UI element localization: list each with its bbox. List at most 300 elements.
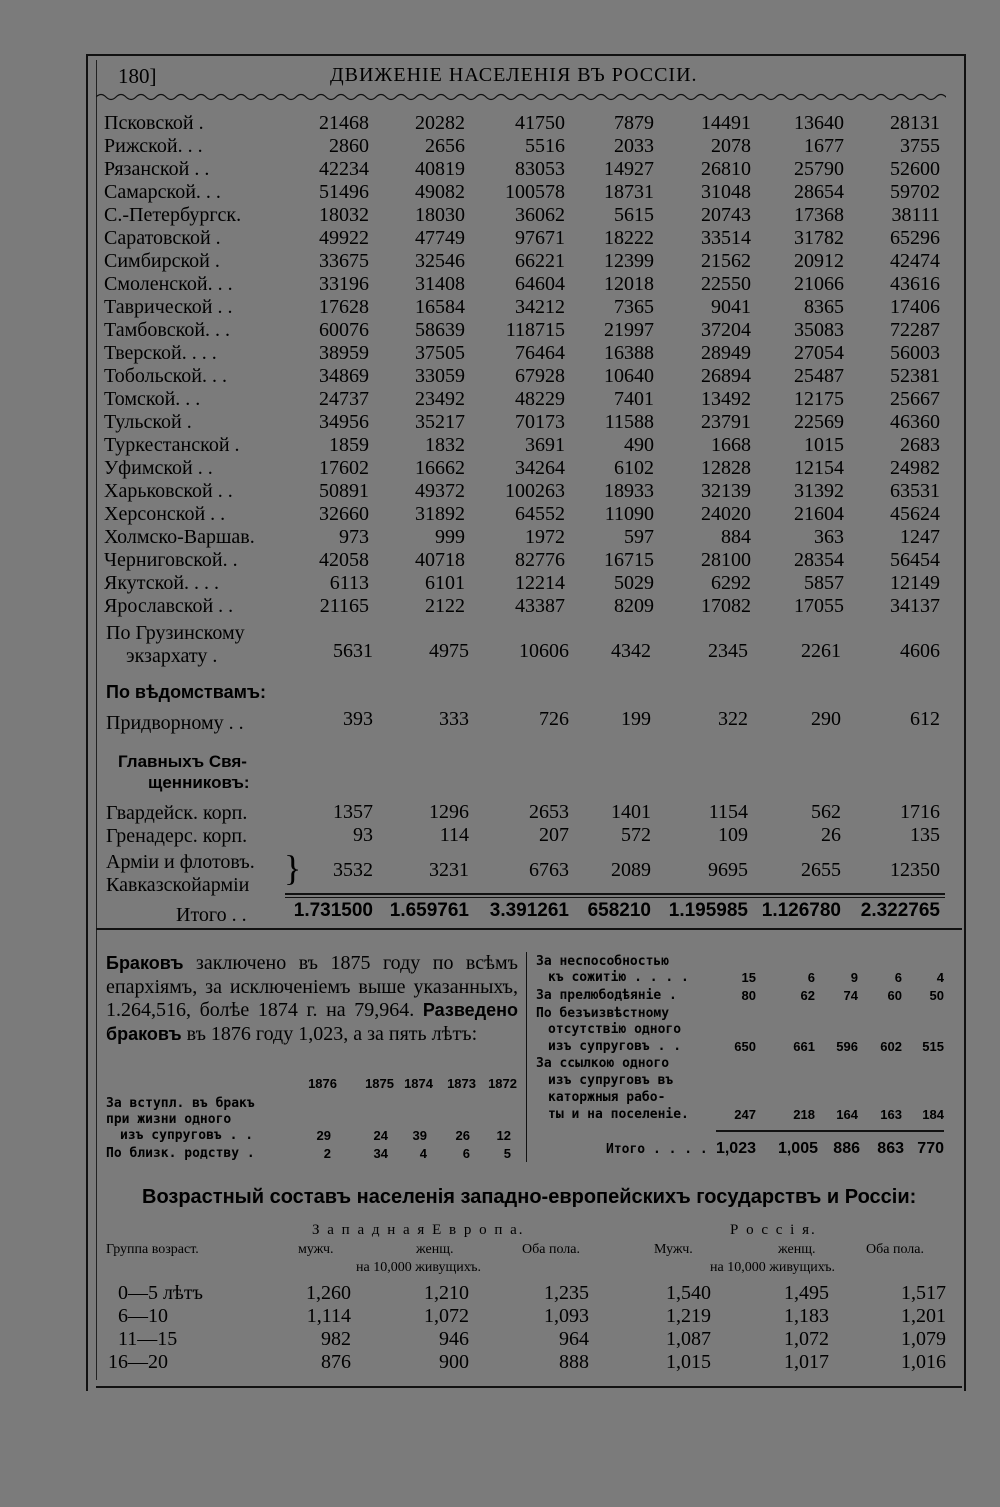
cell-value: 42234	[319, 158, 369, 180]
small-value: 34	[373, 1146, 388, 1161]
table-row	[104, 388, 944, 411]
cell-value: 31782	[794, 227, 844, 249]
province-name: Якутской. . . .	[104, 572, 220, 594]
cell-value: 21165	[319, 595, 369, 617]
gvard-label: Гвардейск. корп.	[106, 802, 248, 824]
pridv-label: Придворному . .	[106, 712, 244, 734]
small-value: 596	[836, 1039, 858, 1054]
russia-female-heading: женщ.	[778, 1242, 816, 1257]
cell-value: 31408	[415, 273, 465, 295]
cell-value: 884	[721, 526, 751, 548]
cell-value: 6292	[711, 572, 751, 594]
cell-value: 45624	[890, 503, 940, 525]
cell-value: 42058	[319, 549, 369, 571]
cell-value: 20743	[701, 204, 751, 226]
cell-value: 2033	[614, 135, 654, 157]
cell-value: 1247	[900, 526, 940, 548]
table-row	[104, 204, 944, 227]
cell-value: 23492	[415, 388, 465, 410]
armii-label-1: Арміи и флотовъ.	[106, 851, 255, 873]
cell-value: 562	[811, 801, 841, 823]
age-value: 1,201	[901, 1305, 946, 1327]
province-name: Херсонской . .	[104, 503, 226, 525]
cell-value: 393	[343, 708, 373, 730]
cell-value: 40819	[415, 158, 465, 180]
age-value: 1,017	[784, 1351, 829, 1373]
small-value: 1875	[365, 1076, 394, 1091]
cell-value: 5857	[804, 572, 844, 594]
small-value: 60	[887, 988, 902, 1003]
cell-value: 16584	[415, 296, 465, 318]
cell-value: 1357	[333, 801, 373, 823]
age-value: 1,540	[666, 1282, 711, 1304]
cell-value: 27054	[794, 342, 844, 364]
cell-value: 37505	[415, 342, 465, 364]
gruz-label-2: экзархату .	[126, 645, 218, 667]
table-row	[104, 158, 944, 181]
grenad-label: Гренадерс. корп.	[106, 825, 248, 847]
cell-value: 76464	[515, 342, 565, 364]
cell-value: 48229	[515, 388, 565, 410]
small-value: 164	[836, 1107, 858, 1122]
cell-value: 1154	[708, 801, 748, 823]
table-row	[104, 595, 944, 618]
cell-value: 42474	[890, 250, 940, 272]
cell-value: 32546	[415, 250, 465, 272]
age-value: 946	[439, 1328, 469, 1350]
cell-value: 17055	[794, 595, 844, 617]
table-row	[104, 227, 944, 250]
west-male-heading: мужч.	[298, 1242, 334, 1257]
province-name: Томской. . .	[104, 388, 201, 410]
cell-value: 33514	[701, 227, 751, 249]
cell-value: 38111	[891, 204, 940, 226]
cell-value: 12154	[794, 457, 844, 479]
cell-value: 26810	[701, 158, 751, 180]
province-name: Черниговской. .	[104, 549, 238, 571]
age-group-label: 11—15	[118, 1328, 178, 1350]
province-table	[104, 112, 944, 618]
cell-value: 1.126780	[761, 900, 841, 921]
cell-value: 25487	[794, 365, 844, 387]
age-value: 1,015	[666, 1351, 711, 1373]
russia-male-heading: Мужч.	[654, 1242, 693, 1257]
small-value: 39	[412, 1128, 427, 1143]
cell-value: 17406	[890, 296, 940, 318]
cell-value: 65296	[890, 227, 940, 249]
age-value: 1,079	[901, 1328, 946, 1350]
age-value: 1,016	[901, 1351, 946, 1373]
cell-value: 4606	[900, 640, 940, 662]
cell-value: 43616	[890, 273, 940, 295]
cell-value: 1.195985	[668, 900, 748, 921]
small-value: 6	[807, 970, 815, 985]
cell-value: 3691	[525, 434, 565, 456]
table-row	[104, 296, 944, 319]
cell-value: 118715	[505, 319, 565, 341]
cell-value: 83053	[515, 158, 565, 180]
cell-value: 3532	[333, 859, 373, 881]
cell-value: 2655	[801, 859, 841, 881]
cell-value: 51496	[319, 181, 369, 203]
section-rule	[96, 928, 962, 930]
small-value: 1876	[308, 1076, 337, 1091]
province-name: Рижской. . .	[104, 135, 203, 157]
cell-value: 22569	[794, 411, 844, 433]
cell-value: 28949	[701, 342, 751, 364]
cell-value: 38959	[319, 342, 369, 364]
cell-value: 21066	[794, 273, 844, 295]
cell-value: 64552	[515, 503, 565, 525]
cell-value: 49372	[415, 480, 465, 502]
age-value: 964	[559, 1328, 589, 1350]
cell-value: 13640	[794, 112, 844, 134]
cell-value: 23791	[701, 411, 751, 433]
cell-value: 32139	[701, 480, 751, 502]
vedomstva-heading: По вѣдомствамъ:	[106, 682, 267, 702]
age-value: 1,183	[784, 1305, 829, 1327]
cell-value: 12350	[890, 859, 940, 881]
cell-value: 10606	[519, 640, 569, 662]
cell-value: 11588	[604, 411, 654, 433]
age-value: 1,517	[901, 1282, 946, 1304]
cell-value: 109	[718, 824, 748, 846]
table-row	[104, 342, 944, 365]
wavy-divider	[96, 92, 946, 102]
glav-heading-2: щенниковъ:	[148, 773, 250, 792]
cell-value: 34212	[515, 296, 565, 318]
small-value: 6	[462, 1146, 470, 1161]
small-total-value: 1,023	[715, 1140, 756, 1157]
table-row	[104, 112, 944, 135]
cell-value: 726	[539, 708, 569, 730]
small-text: За вступл. въ бракъ	[106, 1096, 255, 1111]
province-name: Туркестанской .	[104, 434, 240, 456]
cell-value: 24020	[701, 503, 751, 525]
cell-value: 2261	[801, 640, 841, 662]
small-value: 74	[843, 988, 858, 1003]
cell-value: 12018	[604, 273, 654, 295]
cell-value: 1832	[425, 434, 465, 456]
cell-value: 7365	[614, 296, 654, 318]
cell-value: 1859	[329, 434, 369, 456]
cell-value: 16662	[415, 457, 465, 479]
cell-value: 1015	[804, 434, 844, 456]
cell-value: 31048	[701, 181, 751, 203]
cell-value: 32660	[319, 503, 369, 525]
west-europe-heading: З а п а д н а я Е в р о п а.	[312, 1222, 525, 1238]
cell-value: 8365	[804, 296, 844, 318]
province-name: С.-Петербургск.	[104, 204, 242, 226]
province-name: Тамбовской. . .	[104, 319, 231, 341]
cell-value: 9695	[708, 859, 748, 881]
itogo-label: Итого . .	[176, 904, 247, 926]
cell-value: 58639	[415, 319, 465, 341]
small-text: По безъизвѣстному	[536, 1006, 670, 1021]
cell-value: 20912	[794, 250, 844, 272]
age-value: 1,495	[784, 1282, 829, 1304]
small-value: 62	[800, 988, 815, 1003]
cell-value: 17082	[701, 595, 751, 617]
page-number: 180]	[118, 64, 157, 88]
province-name: Псковской .	[104, 112, 204, 134]
cell-value: 12175	[794, 388, 844, 410]
province-name: Смоленской. . .	[104, 273, 233, 295]
cell-value: 52381	[890, 365, 940, 387]
cell-value: 1296	[429, 801, 469, 823]
column-divider	[526, 952, 527, 1162]
small-value: 9	[850, 970, 858, 985]
cell-value: 28131	[890, 112, 940, 134]
cell-value: 31392	[794, 480, 844, 502]
para-bold-2: Разведено браковъ	[106, 1000, 518, 1044]
small-total-rule	[716, 1130, 944, 1132]
cell-value: 1677	[804, 135, 844, 157]
province-name: Самарской. . .	[104, 181, 221, 203]
cell-value: 114	[439, 824, 469, 846]
small-value: 1874	[404, 1076, 433, 1091]
province-name: Тверской. . . .	[104, 342, 217, 364]
cell-value: 2656	[425, 135, 465, 157]
cell-value: 18222	[604, 227, 654, 249]
small-total-value: 1,005	[777, 1140, 818, 1157]
small-text: къ сожитію . . . .	[548, 970, 689, 985]
cell-value: 63531	[890, 480, 940, 502]
glav-heading-1: Главныхъ Свя-	[118, 752, 247, 771]
cell-value: 1401	[611, 801, 651, 823]
cell-value: 16715	[604, 549, 654, 571]
cell-value: 2078	[711, 135, 751, 157]
cell-value: 22550	[701, 273, 751, 295]
age-value: 982	[321, 1328, 351, 1350]
small-text: каторжныя рабо-	[548, 1090, 666, 1105]
cell-value: 34869	[319, 365, 369, 387]
age-value: 1,093	[544, 1305, 589, 1327]
table-row	[104, 572, 944, 595]
cell-value: 9041	[711, 296, 751, 318]
cell-value: 612	[910, 708, 940, 730]
cell-value: 6763	[529, 859, 569, 881]
age-value: 1,072	[784, 1328, 829, 1350]
small-value: 4	[936, 970, 944, 985]
cell-value: 17628	[319, 296, 369, 318]
small-value: 1873	[447, 1076, 476, 1091]
cell-value: 28354	[794, 549, 844, 571]
province-name: Холмско-Варшав.	[104, 526, 255, 548]
small-value: 163	[880, 1107, 902, 1122]
cell-value: 7401	[614, 388, 654, 410]
cell-value: 8209	[614, 595, 654, 617]
cell-value: 49082	[415, 181, 465, 203]
cell-value: 6102	[614, 457, 654, 479]
cell-value: 26	[821, 824, 841, 846]
age-value: 876	[321, 1351, 351, 1373]
cell-value: 13492	[701, 388, 751, 410]
province-name: Таврической . .	[104, 296, 233, 318]
cell-value: 17602	[319, 457, 369, 479]
age-group-label: 6—10	[118, 1305, 168, 1327]
cell-value: 18030	[415, 204, 465, 226]
cell-value: 37204	[701, 319, 751, 341]
cell-value: 333	[439, 708, 469, 730]
small-value: 602	[880, 1039, 902, 1054]
cell-value: 49922	[319, 227, 369, 249]
bottom-rule	[96, 1386, 962, 1388]
cell-value: 12828	[701, 457, 751, 479]
age-value: 1,072	[424, 1305, 469, 1327]
cell-value: 2683	[900, 434, 940, 456]
small-value: 24	[373, 1128, 388, 1143]
cell-value: 34137	[890, 595, 940, 617]
cell-value: 28654	[794, 181, 844, 203]
small-value: 26	[455, 1128, 470, 1143]
age-value: 1,260	[306, 1282, 351, 1304]
small-text: Итого . . . .	[606, 1142, 708, 1157]
cell-value: 82776	[515, 549, 565, 571]
cell-value: 33675	[319, 250, 369, 272]
age-group-label: 0—5 лѣтъ	[118, 1282, 203, 1304]
cell-value: 322	[718, 708, 748, 730]
cell-value: 2345	[708, 640, 748, 662]
small-text: при жизни одного	[106, 1112, 232, 1127]
cell-value: 207	[539, 824, 569, 846]
cell-value: 597	[624, 526, 654, 548]
cell-value: 100578	[505, 181, 565, 203]
small-text: изъ супруговъ . .	[120, 1128, 254, 1143]
cell-value: 21604	[794, 503, 844, 525]
cell-value: 6101	[425, 572, 465, 594]
small-value: 6	[894, 970, 902, 985]
age-value: 888	[559, 1351, 589, 1373]
cell-value: 21562	[701, 250, 751, 272]
small-text: За ссылкою одного	[536, 1056, 670, 1071]
cell-value: 12149	[890, 572, 940, 594]
cell-value: 35083	[794, 319, 844, 341]
small-value: 650	[734, 1039, 756, 1054]
province-name: Харьковской . .	[104, 480, 233, 502]
cell-value: 35217	[415, 411, 465, 433]
cell-value: 33196	[319, 273, 369, 295]
small-value: 80	[741, 988, 756, 1003]
cell-value: 64604	[515, 273, 565, 295]
cell-value: 1668	[711, 434, 751, 456]
cell-value: 56454	[890, 549, 940, 571]
cell-value: 199	[621, 708, 651, 730]
table-row	[104, 250, 944, 273]
cell-value: 5631	[333, 640, 373, 662]
small-value: 184	[922, 1107, 944, 1122]
cell-value: 5615	[614, 204, 654, 226]
table-row	[104, 503, 944, 526]
armii-brace: }	[284, 848, 302, 888]
cell-value: 24982	[890, 457, 940, 479]
cell-value: 290	[811, 708, 841, 730]
cell-value: 28100	[701, 549, 751, 571]
table-row	[104, 181, 944, 204]
west-per-heading: на 10,000 живущихъ.	[356, 1260, 481, 1275]
cell-value: 135	[910, 824, 940, 846]
province-name: Симбирской .	[104, 250, 220, 272]
cell-value: 21997	[604, 319, 654, 341]
cell-value: 3231	[429, 859, 469, 881]
cell-value: 2122	[425, 595, 465, 617]
province-name: Ярославской . .	[104, 595, 234, 617]
age-value: 1,087	[666, 1328, 711, 1350]
cell-value: 47749	[415, 227, 465, 249]
cell-value: 3755	[900, 135, 940, 157]
age-value: 1,219	[666, 1305, 711, 1327]
cell-value: 34264	[515, 457, 565, 479]
age-table-title: Возрастный составъ населенія западно-европейскихъ государствъ и Россіи:	[142, 1186, 917, 1208]
cell-value: 10640	[604, 365, 654, 387]
cell-value: 26894	[701, 365, 751, 387]
cell-value: 3.391261	[489, 900, 569, 921]
table-row	[104, 434, 944, 457]
cell-value: 1.731500	[293, 900, 373, 921]
cell-value: 2653	[529, 801, 569, 823]
small-value: 2	[323, 1146, 331, 1161]
cell-value: 33059	[415, 365, 465, 387]
cell-value: 2.322765	[860, 900, 940, 921]
small-value: 218	[793, 1107, 815, 1122]
province-name: Тульской .	[104, 411, 192, 433]
age-value: 900	[439, 1351, 469, 1373]
total-rule-top2	[285, 897, 945, 898]
small-value: 4	[419, 1146, 427, 1161]
armii-label-2: Кавказскойарміи	[106, 874, 250, 896]
table-row	[104, 319, 944, 342]
cell-value: 2860	[329, 135, 369, 157]
small-text: За прелюбодѣяніе .	[536, 988, 677, 1003]
small-value: 1872	[488, 1076, 517, 1091]
province-name: Уфимской . .	[104, 457, 213, 479]
small-value: 5	[503, 1146, 511, 1161]
cell-value: 18731	[604, 181, 654, 203]
cell-value: 24737	[319, 388, 369, 410]
west-female-heading: женщ.	[416, 1242, 454, 1257]
cell-value: 52600	[890, 158, 940, 180]
cell-value: 20282	[415, 112, 465, 134]
small-value: 29	[316, 1128, 331, 1143]
cell-value: 1972	[525, 526, 565, 548]
group-heading: Группа возраст.	[106, 1242, 199, 1257]
small-value: 50	[929, 988, 944, 1003]
table-row	[104, 526, 944, 549]
small-text: ты и на поселеніе.	[548, 1107, 689, 1122]
province-name: Тобольской. . .	[104, 365, 228, 387]
cell-value: 4342	[611, 640, 651, 662]
cell-value: 21468	[319, 112, 369, 134]
russia-both-heading: Оба пола.	[866, 1242, 924, 1257]
small-text: отсутствію одного	[548, 1022, 682, 1037]
cell-value: 6113	[329, 572, 369, 594]
cell-value: 18032	[319, 204, 369, 226]
cell-value: 56003	[890, 342, 940, 364]
table-row	[104, 549, 944, 572]
cell-value: 93	[353, 824, 373, 846]
cell-value: 999	[435, 526, 465, 548]
small-total-value: 863	[877, 1140, 904, 1157]
table-row	[104, 480, 944, 503]
cell-value: 40718	[415, 549, 465, 571]
cell-value: 5029	[614, 572, 654, 594]
cell-value: 31892	[415, 503, 465, 525]
small-value: 12	[496, 1128, 511, 1143]
cell-value: 18933	[604, 480, 654, 502]
page-title: ДВИЖЕНІЕ НАСЕЛЕНІЯ ВЪ РОССІИ.	[330, 64, 698, 86]
cell-value: 572	[621, 824, 651, 846]
cell-value: 1716	[900, 801, 940, 823]
